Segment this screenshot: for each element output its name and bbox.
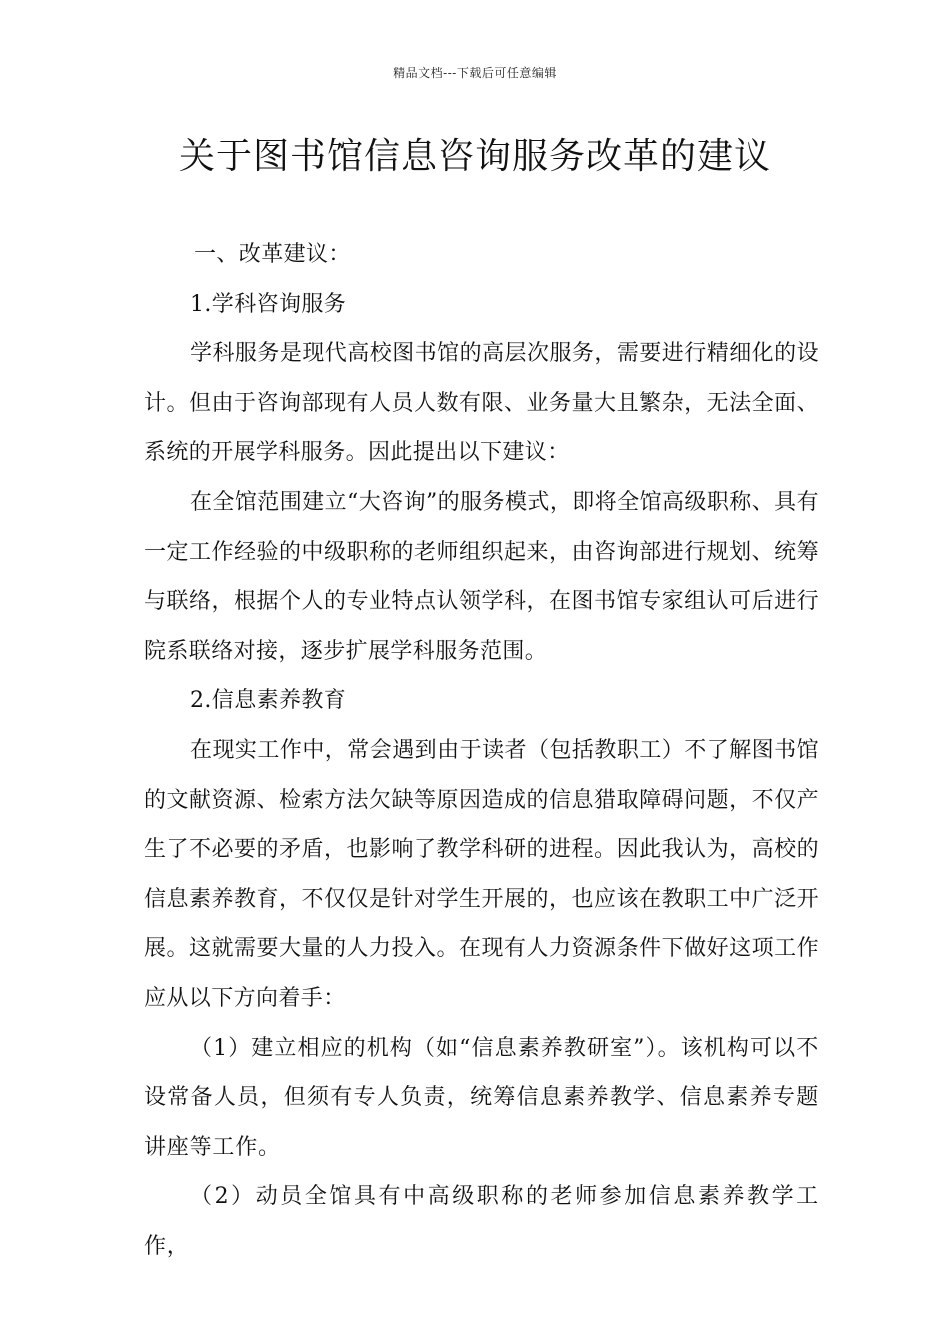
section-heading: 一、改革建议： [194, 242, 351, 267]
subsection-heading-subject-consulting: 1.学科咨询服务 [190, 291, 347, 317]
list-item: （1）建立相应的机构（如“信息素养教研室”）。该机构可以不设常备人员，但须有专人负责，统筹信息素养教学、信息素养专题讲座等工作。 [144, 1035, 819, 1160]
document-body [144, 230, 819, 1271]
page-header: 精品文档---下载后可任意编辑 [393, 66, 557, 80]
document-title: 关于图书馆信息咨询服务改革的建议 [178, 136, 771, 177]
subsection-heading-information-literacy: 2.信息素养教育 [190, 688, 347, 714]
paragraph: 学科服务是现代高校图书馆的高层次服务，需要进行精细化的设计。但由于咨询部现有人员人数有限、业务量大且繁杂，无法全面、系统的开展学科服务。因此提出以下建议： [144, 341, 819, 466]
list-item: （2）动员全馆具有中高级职称的老师参加信息素养教学工作， [144, 1184, 819, 1259]
paragraph: 在全馆范围建立“大咨询”的服务模式，即将全馆高级职称、具有一定工作经验的中级职称的老师组织起来，由咨询部进行规划、统筹与联络，根据个人的专业特点认领学科，在图书馆专家组认可后进行院系联络对接，逐步扩展学科服务范围。 [144, 489, 819, 664]
paragraph: 在现实工作中，常会遇到由于读者（包括教职工）不了解图书馆的文献资源、检索方法欠缺等原因造成的信息猎取障碍问题，不仅产生了不必要的矛盾，也影响了教学科研的进程。因此我认为，高校的信息素养教育，不仅仅是针对学生开展的，也应该在教职工中广泛开展。这就需要大量的人力投入。在现有人力资源条件下做好这项工作应从以下方向着手： [144, 737, 819, 1011]
